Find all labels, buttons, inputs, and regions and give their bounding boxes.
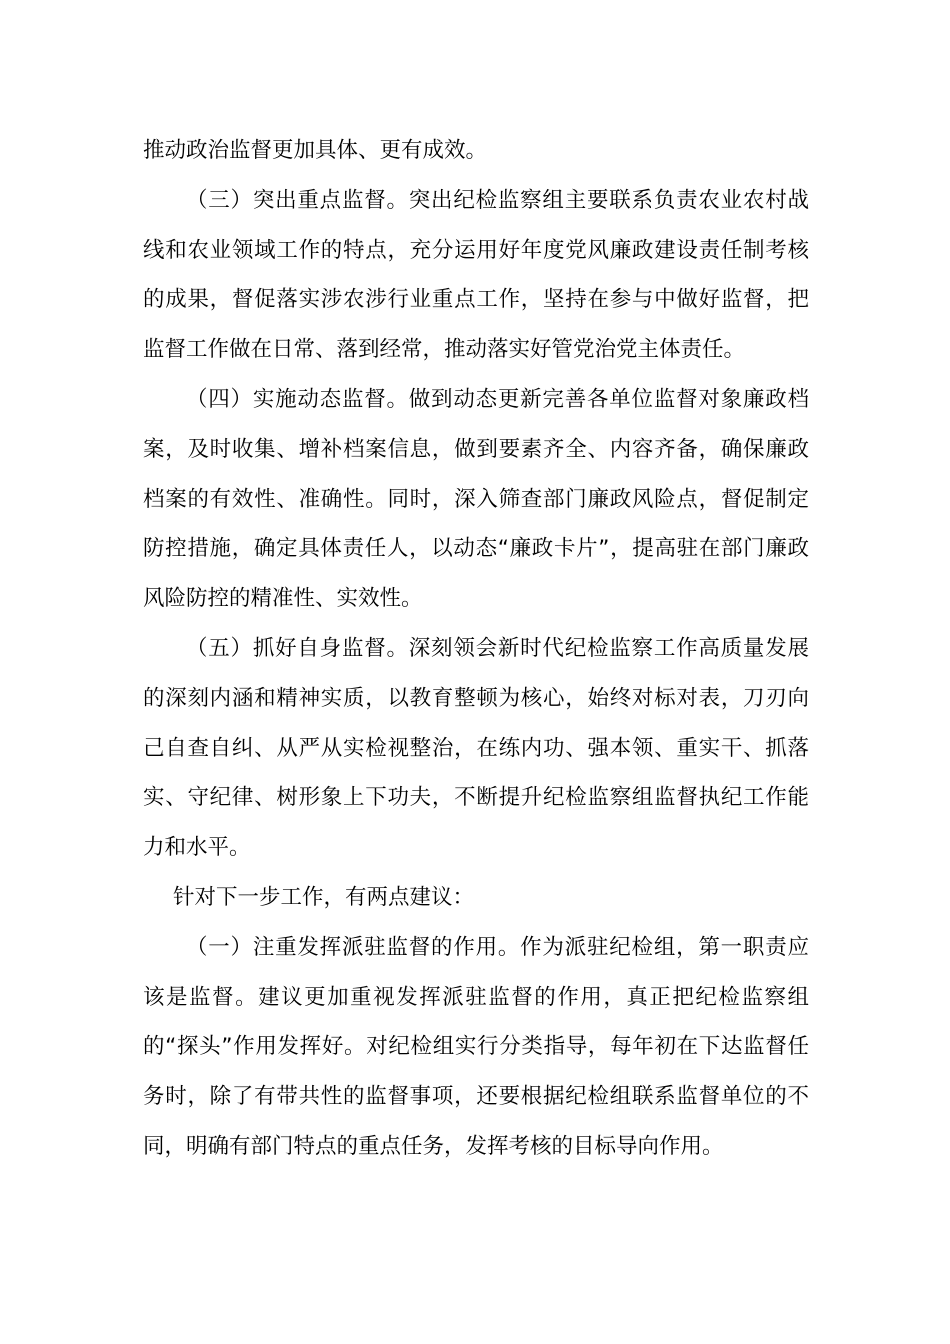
paragraph-section-three: （三）突出重点监督。突出纪检监察组主要联系负责农业农村战线和农业领域工作的特点，充分运用好年度党风廉政建设责任制考核的成果，督促落实涉农涉行业重点工作，坚持在参与中做好监督，把监督工作做在日常、落到经常，推动落实好管党治党主体责任。 [143, 187, 809, 363]
document-body [143, 126, 809, 1172]
paragraph-section-four: （四）实施动态监督。做到动态更新完善各单位监督对象廉政档案，及时收集、增补档案信息，做到要素齐全、内容齐备，确保廉政档案的有效性、准确性。同时，深入筛查部门廉政风险点，督促制定防控措施，确定具体责任人，以动态“廉政卡片”，提高驻在部门廉政风险防控的精准性、实效性。 [143, 386, 809, 612]
paragraph-suggestions-intro: 针对下一步工作，有两点建议： [173, 884, 475, 910]
paragraph-suggestion-one: （一）注重发挥派驻监督的作用。作为派驻纪检组，第一职责应该是监督。建议更加重视发挥派驻监督的作用，真正把纪检监察组的“探头”作用发挥好。对纪检组实行分类指导，每年初在下达监督任务时，除了有带共性的监督事项，还要根据纪检组联系监督单位的不同，明确有部门特点的重点任务，发挥考核的目标导向作用。 [143, 934, 809, 1159]
paragraph-section-five: （五）抓好自身监督。深刻领会新时代纪检监察工作高质量发展的深刻内涵和精神实质，以教育整顿为核心，始终对标对表，刀刃向己自查自纠、从严从实检视整治，在练内功、强本领、重实干、抓落实、守纪律、树形象上下功夫，不断提升纪检监察组监督执纪工作能力和水平。 [143, 635, 809, 861]
paragraph-continuation: 推动政治监督更加具体、更有成效。 [143, 138, 488, 163]
